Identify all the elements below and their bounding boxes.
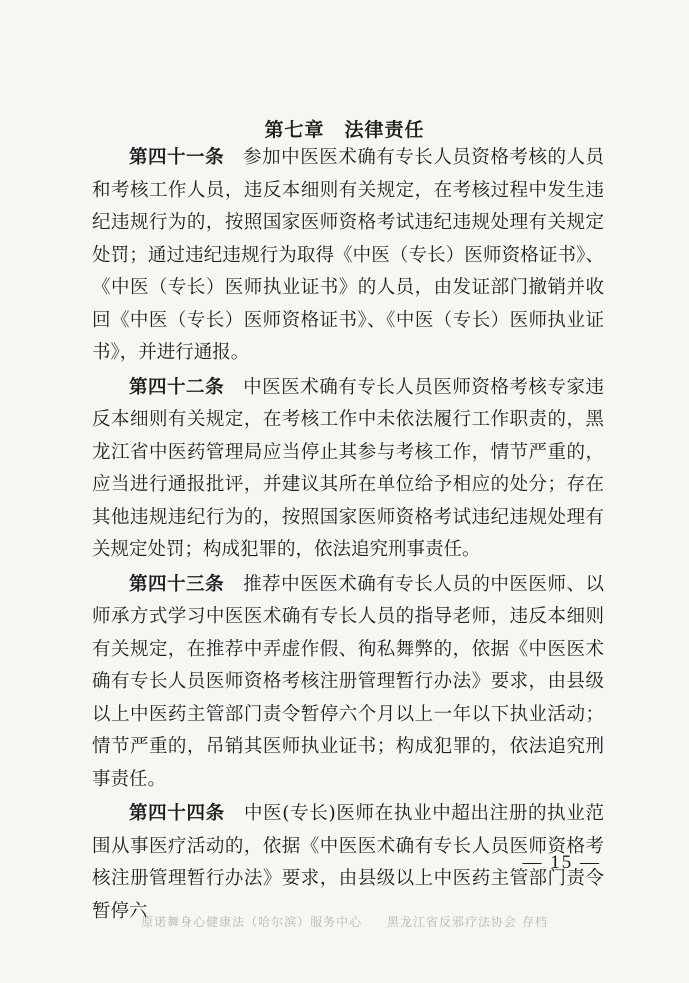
article-text: 参加中医医术确有专长人员资格考核的人员和考核工作人员，违反本细则有关规定，在考核过程中发生违纪违规行为的，按照国家医师资格考试违纪违规处理有关规定处罚；通过违纪违规行为取得《中医（专长）医师资格证书》、《中医（专长）医师执业证书》的人员，由发证部门撤销并收回《中医（专长）医师资格证书》、《中医（专长）医师执业证书》，并进行通报。 xyxy=(92,147,604,363)
page-number: — 15 — xyxy=(522,852,601,873)
watermark-right: 黑龙江省反邪疗法协会 存档 xyxy=(387,915,548,929)
article-41 xyxy=(92,142,604,370)
article-text: 中医(专长)医师在执业中超出注册的执业范围从事医疗活动的，依据《中医医术确有专长人员医师资格考核注册管理暂行办法》要求，由县级以上中医药主管部门责令暂停六 xyxy=(92,803,604,922)
article-heading: 第四十四条 xyxy=(129,803,225,824)
watermark-left: 原诺舞身心健康法（哈尔滨）服务中心 xyxy=(141,915,363,929)
article-heading: 第四十一条 xyxy=(129,147,225,168)
article-42 xyxy=(92,372,604,567)
article-heading: 第四十二条 xyxy=(129,376,225,398)
article-text: 中医医术确有专长人员医师资格考核专家违反本细则有关规定，在考核工作中未依法履行工作职责的，黑龙江省中医药管理局应当停止其参与考核工作，情节严重的，应当进行通报批评，并建议其所在单位给予相应的处分；存在其他违规违纪行为的，按照国家医师资格考试违纪违规处理有关规定处罚；构成犯罪的，依法追究刑事责任。 xyxy=(92,376,604,560)
article-43 xyxy=(92,569,604,797)
article-text: 推荐中医医术确有专长人员的中医医师、以师承方式学习中医医术确有专长人员的指导老师，违反本细则有关规定，在推荐中弄虚作假、徇私舞弊的，依据《中医医术确有专长人员医师资格考核注册管理暂行办法》要求，由县级以上中医药主管部门责令暂停六个月以上一年以下执业活动；情节严重的，吊销其医师执业证书；构成犯罪的，依法追究刑事责任。 xyxy=(92,573,604,790)
article-heading: 第四十三条 xyxy=(129,573,225,595)
document-body xyxy=(92,142,604,930)
chapter-title: 第七章 法律责任 xyxy=(264,119,425,141)
watermark xyxy=(0,913,689,930)
